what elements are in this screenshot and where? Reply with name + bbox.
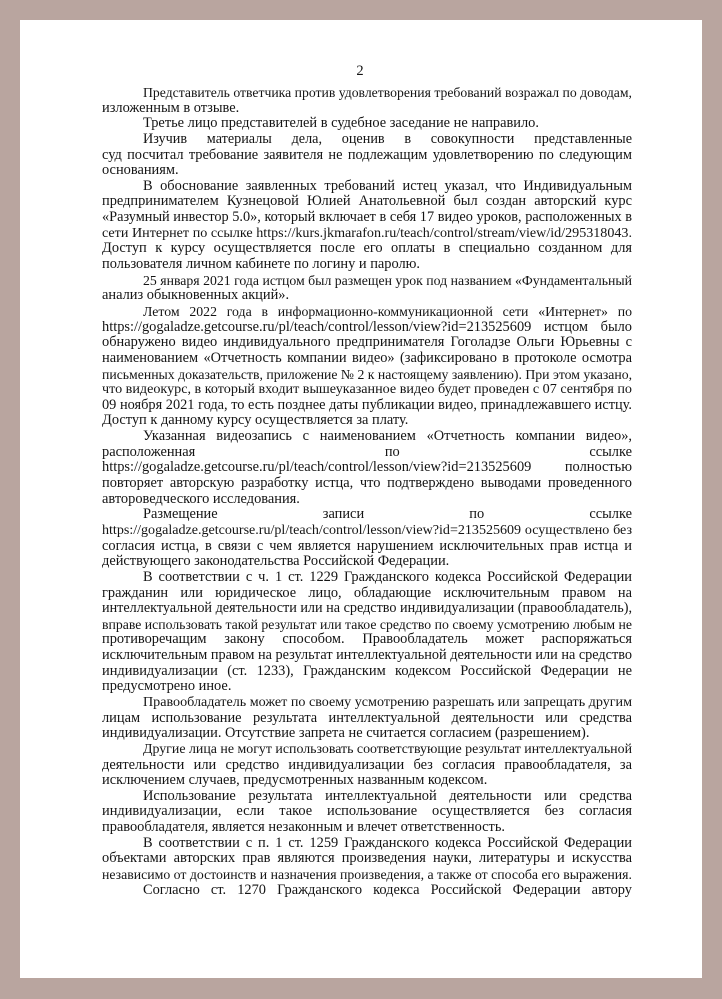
text-line: объектами авторских прав являются произведения науки, литературы и искусства [102, 851, 632, 867]
page-number-text: 2 [356, 63, 364, 79]
text-line: 09 ноября 2021 года, то есть позднее даты публикации видео, принадлежавшего истцу. [102, 397, 632, 413]
text-line: Представитель ответчика против удовлетворения требований возражал по доводам, [143, 85, 632, 100]
paragraph [102, 179, 632, 273]
text-line: письменных доказательств, приложение № 2 к настоящему заявлению). При этом указано, [102, 366, 632, 382]
text-line: вправе использовать такой результат или такое средство по своему усмотрению любым не [102, 616, 632, 632]
text-line: противоречащим закону способом. Правообладатель может распоряжаться [102, 632, 632, 648]
paragraph [102, 695, 632, 742]
text-line: Изучив материалы дела, оценив в совокупности представленные [143, 131, 632, 147]
text-line: Правообладатель может по своему усмотрению разрешать или запрещать другим [143, 694, 632, 710]
text-line: наименованием «Отчетность компании видео» (зафиксировано в протоколе осмотра [102, 350, 632, 366]
text-line: Размещение записи по ссылке [143, 507, 632, 523]
text-line: предпринимателем Кузнецовой Юлией Анатольевной был создан авторский курс [102, 194, 632, 210]
text-line: основаниям. [102, 163, 179, 179]
paragraph [102, 836, 632, 883]
text-line: гражданин или юридическое лицо, обладающие исключительным правом на [102, 585, 632, 601]
document-body [102, 85, 632, 898]
text-line: Доступ к данному курсу осуществляется за плату. [102, 413, 409, 429]
text-line: В соответствии с ч. 1 ст. 1229 Гражданского кодекса Российской Федерации [143, 569, 632, 585]
page-number [20, 63, 702, 79]
text-line: изложенным в отзыве. [102, 100, 240, 116]
text-line: «Разумный инвестор 5.0», который включает в себя 17 видео уроков, расположенных в [102, 210, 632, 226]
text-line: обнаружено видео индивидуального предпринимателя Гоголадзе Ольги Юрьевны с [102, 335, 632, 351]
paragraph [102, 507, 632, 570]
paragraph [102, 570, 632, 695]
text-line: Использование результата интеллектуальной деятельности или средства [143, 788, 632, 804]
text-line: предусмотрено иное. [102, 679, 232, 695]
paragraph [102, 429, 632, 507]
text-line: лицам использование результата интеллектуальной деятельности или средства [102, 710, 632, 726]
paragraph [102, 789, 632, 836]
text-line: деятельности или средство индивидуализации без согласия правообладателя, за [102, 757, 632, 773]
text-line: интеллектуальной деятельности или на средство индивидуализации (правообладатель), [102, 601, 632, 617]
text-line: Летом 2022 года в информационно-коммуникационной сети «Интернет» по [143, 303, 632, 319]
text-line: правообладателя, является незаконным и влечет ответственность. [102, 820, 506, 836]
text-line: https://gogaladze.getcourse.ru/pl/teach/control/lesson/view?id=213525609 полностью [102, 460, 632, 476]
text-line: Третье лицо представителей в судебное заседание не направило. [143, 116, 539, 132]
text-line: согласия истца, в связи с чем является нарушением исключительных прав истца и [102, 538, 632, 554]
paragraph [102, 304, 632, 429]
text-line: индивидуализации, если такое использование осуществляется без согласия [102, 804, 632, 820]
text-line: Согласно ст. 1270 Гражданского кодекса Российской Федерации автору [143, 882, 632, 898]
text-line: расположенная по ссылке [102, 444, 632, 460]
text-line: пользователя личном кабинете по логину и паролю. [102, 257, 421, 273]
text-line: анализ обыкновенных акций». [102, 288, 290, 304]
text-line: индивидуализации. Отсутствие запрета не считается согласием (разрешением). [102, 726, 590, 742]
paragraph [102, 273, 632, 304]
text-line: https://gogaladze.getcourse.ru/pl/teach/control/lesson/view?id=213525609 осуществлено без [102, 522, 632, 538]
text-line: что видеокурс, в который входит вышеуказанное видео будет проведен с 07 сентября по [102, 382, 632, 398]
paragraph [102, 132, 632, 179]
text-line: действующего законодательства Российской Федерации. [102, 554, 450, 570]
paragraph [102, 116, 632, 132]
text-line: индивидуализации (ст. 1233), Гражданским кодексом Российской Федерации не [102, 663, 632, 679]
text-line: автороведческого исследования. [102, 491, 300, 507]
document-page [20, 20, 702, 978]
text-line: Доступ к курсу осуществляется после его оплаты в специально созданном для [102, 241, 632, 257]
text-line: 25 января 2021 года истцом был размещен урок под названием «Фундаментальный [143, 272, 632, 288]
paragraph [102, 85, 632, 116]
paragraph [102, 742, 632, 789]
text-line: Указанная видеозапись с наименованием «Отчетность компании видео», [143, 429, 632, 445]
text-line: исключением случаев, предусмотренных названным кодексом. [102, 773, 488, 789]
text-line: В соответствии с п. 1 ст. 1259 Гражданского кодекса Российской Федерации [143, 835, 632, 851]
paragraph [102, 883, 632, 899]
text-line: исключительным правом на результат интеллектуальной деятельности или на средство [102, 648, 632, 664]
text-line: Другие лица не могут использовать соответствующие результат интеллектуальной [143, 741, 632, 757]
text-line: сети Интернет по ссылке https://kurs.jkmarafon.ru/teach/control/stream/view/id/295318043. [102, 225, 632, 241]
text-line: независимо от достоинств и назначения произведения, а также от способа его выражения. [102, 867, 632, 883]
text-line: повторяет авторскую разработку истца, что подтверждено выводами проведенного [102, 476, 632, 492]
text-line: суд посчитал требование заявителя не подлежащим удовлетворению по следующим [102, 147, 632, 163]
text-line: В обоснование заявленных требований истец указал, что Индивидуальным [143, 178, 632, 194]
text-line: https://gogaladze.getcourse.ru/pl/teach/control/lesson/view?id=213525609 истцом было [102, 319, 632, 335]
